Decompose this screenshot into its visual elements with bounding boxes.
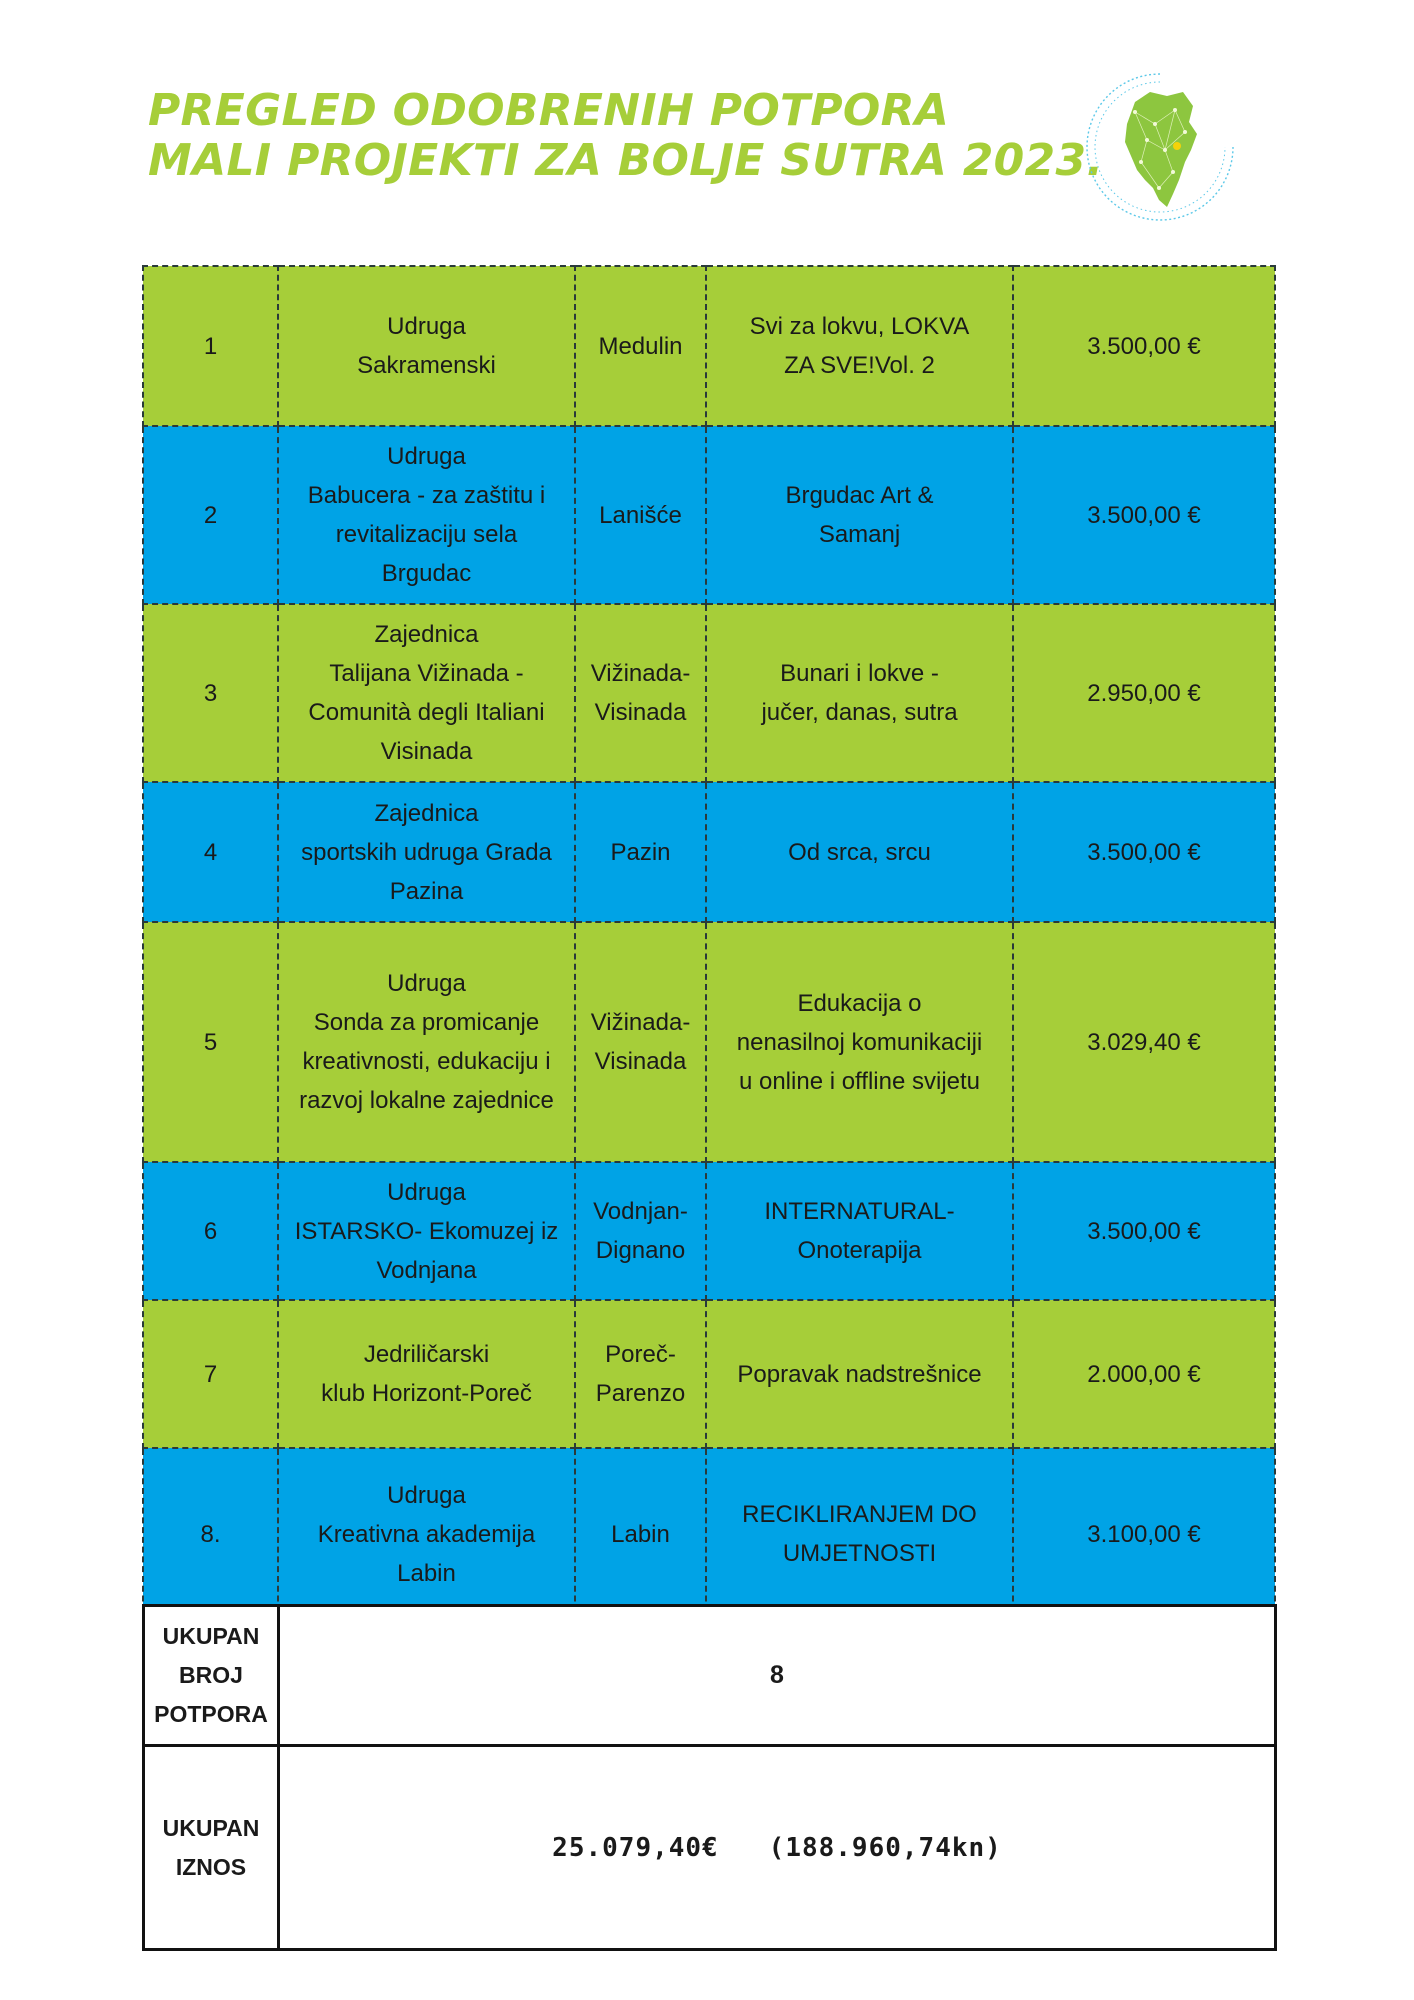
grant-amount: 3.500,00 € xyxy=(1013,426,1275,604)
project-name: INTERNATURAL- Onoterapija xyxy=(706,1162,1013,1300)
location: Vodnjan- Dignano xyxy=(575,1162,706,1300)
location: Lanišće xyxy=(575,426,706,604)
grant-row xyxy=(143,1300,1275,1448)
organization-name: Zajednica sportskih udruga Grada Pazina xyxy=(278,782,575,922)
page-title xyxy=(148,86,1103,186)
project-name: Svi za lokvu, LOKVA ZA SVE!Vol. 2 xyxy=(706,266,1013,426)
summary-table xyxy=(142,1604,1277,1951)
row-number: 3 xyxy=(143,604,278,782)
grant-amount: 2.950,00 € xyxy=(1013,604,1275,782)
project-name: Edukacija o nenasilnoj komunikaciji u online i offline svijetu xyxy=(706,922,1013,1162)
row-number: 7 xyxy=(143,1300,278,1448)
grant-row xyxy=(143,782,1275,922)
row-number: 6 xyxy=(143,1162,278,1300)
location: Vižinada- Visinada xyxy=(575,922,706,1162)
organization-name: Udruga Sonda za promicanje kreativnosti, edukaciju i razvoj lokalne zajednice xyxy=(278,922,575,1162)
project-name: RECIKLIRANJEM DO UMJETNOSTI xyxy=(706,1448,1013,1620)
row-number: 4 xyxy=(143,782,278,922)
location: Vižinada- Visinada xyxy=(575,604,706,782)
row-number: 8. xyxy=(143,1448,278,1620)
grants-table xyxy=(142,265,1276,1621)
istria-map-logo xyxy=(1075,62,1245,232)
project-name: Popravak nadstrešnice xyxy=(706,1300,1013,1448)
total-count-label: UKUPAN BROJ POTPORA xyxy=(144,1606,279,1746)
grant-amount: 3.029,40 € xyxy=(1013,922,1275,1162)
project-name: Bunari i lokve - jučer, danas, sutra xyxy=(706,604,1013,782)
title-line-1: PREGLED ODOBRENIH POTPORA xyxy=(148,85,950,136)
row-number: 2 xyxy=(143,426,278,604)
grant-row xyxy=(143,266,1275,426)
total-amount-label: UKUPAN IZNOS xyxy=(144,1746,279,1950)
grant-amount: 3.500,00 € xyxy=(1013,1162,1275,1300)
grant-row xyxy=(143,922,1275,1162)
total-amount-row xyxy=(144,1746,1276,1950)
grant-amount: 2.000,00 € xyxy=(1013,1300,1275,1448)
grant-row xyxy=(143,1162,1275,1300)
location: Poreč- Parenzo xyxy=(575,1300,706,1448)
title-line-2: MALI PROJEKTI ZA BOLJE SUTRA 2023. xyxy=(148,135,1104,186)
location: Labin xyxy=(575,1448,706,1620)
project-name: Od srca, srcu xyxy=(706,782,1013,922)
grant-amount: 3.500,00 € xyxy=(1013,266,1275,426)
organization-name: Zajednica Talijana Vižinada - Comunità degli Italiani Visinada xyxy=(278,604,575,782)
project-name: Brgudac Art & Samanj xyxy=(706,426,1013,604)
location: Medulin xyxy=(575,266,706,426)
row-number: 5 xyxy=(143,922,278,1162)
row-number: 1 xyxy=(143,266,278,426)
organization-name: Jedriličarski klub Horizont-Poreč xyxy=(278,1300,575,1448)
organization-name: Udruga Kreativna akademija Labin xyxy=(278,1448,575,1620)
total-count-value: 8 xyxy=(279,1606,1276,1746)
total-amount-value: 25.079,40€ (188.960,74kn) xyxy=(279,1746,1276,1950)
grant-amount: 3.100,00 € xyxy=(1013,1448,1275,1620)
location: Pazin xyxy=(575,782,706,922)
total-count-row xyxy=(144,1606,1276,1746)
grant-amount: 3.500,00 € xyxy=(1013,782,1275,922)
organization-name: Udruga Sakramenski xyxy=(278,266,575,426)
grant-row xyxy=(143,1448,1275,1620)
grant-row xyxy=(143,604,1275,782)
organization-name: Udruga Babucera - za zaštitu i revitalizaciju sela Brgudac xyxy=(278,426,575,604)
grant-row xyxy=(143,426,1275,604)
organization-name: Udruga ISTARSKO- Ekomuzej iz Vodnjana xyxy=(278,1162,575,1300)
